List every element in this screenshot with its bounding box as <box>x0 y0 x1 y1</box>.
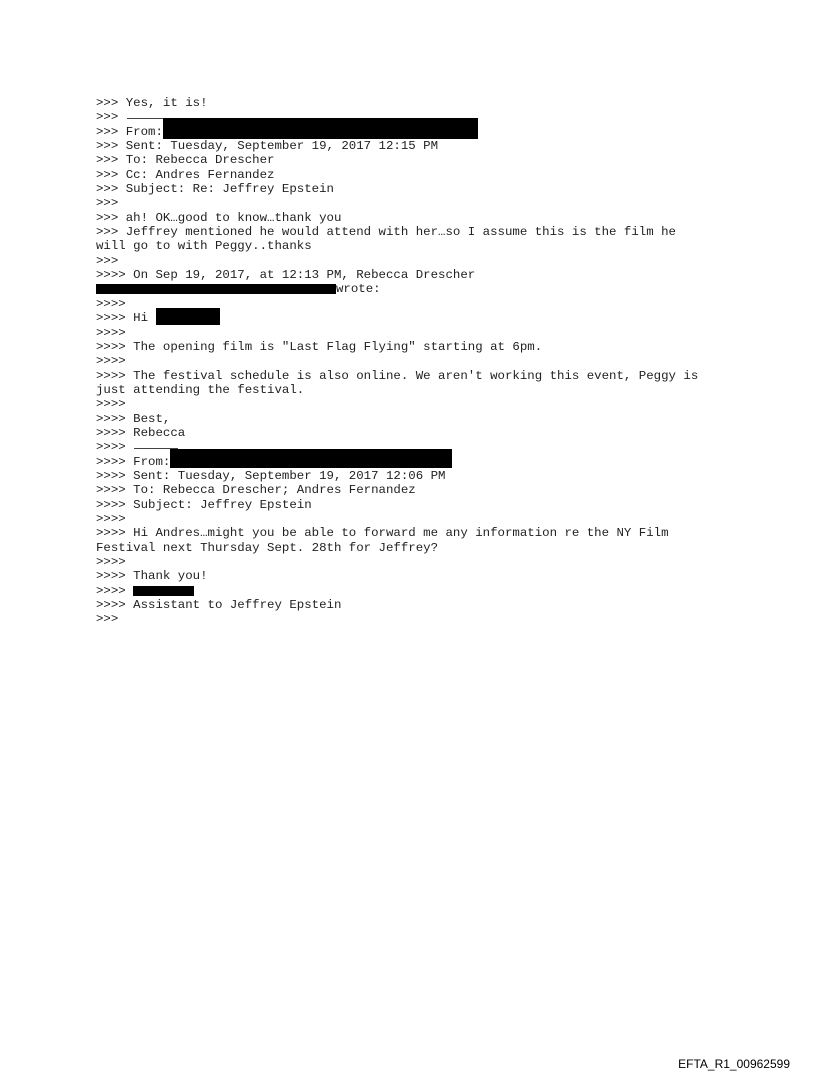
email-line: will go to with Peggy..thanks <box>96 239 312 254</box>
email-line: >>>> Hi Andres…might you be able to forward me any information re the NY Film <box>96 526 669 541</box>
email-line: >>>> Hi <box>96 311 746 325</box>
email-line: >>> Cc: Andres Fernandez <box>96 167 275 182</box>
email-line: >>> <box>96 612 119 627</box>
email-line: >>>> Assistant to Jeffrey Epstein <box>96 598 342 613</box>
email-line: >>>> Best, <box>96 411 171 426</box>
separator-rule <box>127 118 167 119</box>
redaction-box <box>163 118 478 139</box>
email-line: >>>> <box>96 397 126 412</box>
email-line: >>>> On Sep 19, 2017, at 12:13 PM, Rebecca Drescher <box>96 268 476 283</box>
email-line: >>>> From: <box>96 455 746 469</box>
email-line: >>>> <box>96 325 126 340</box>
email-line: just attending the festival. <box>96 382 305 397</box>
email-line: >>> To: Rebecca Drescher <box>96 153 275 168</box>
redaction-box <box>96 284 336 294</box>
email-line: >>> Yes, it is! <box>96 96 208 110</box>
email-line: >>> <box>96 253 119 268</box>
email-line: >>> From: <box>96 125 746 139</box>
email-line: >>>> <box>96 354 126 369</box>
email-line: >>>> Thank you! <box>96 569 208 584</box>
email-line: >>> ah! OK…good to know…thank you <box>96 210 342 225</box>
email-line: >>>> Subject: Jeffrey Epstein <box>96 497 312 512</box>
redaction-box <box>170 449 452 468</box>
email-line: >>> <box>96 196 119 211</box>
email-line: >>> <box>96 110 746 124</box>
email-line: >>>> Sent: Tuesday, September 19, 2017 12:06 PM <box>96 468 446 483</box>
email-line: >>> Jeffrey mentioned he would attend with her…so I assume this is the film he <box>96 225 676 240</box>
redaction-box <box>133 586 194 596</box>
email-line: >>>> The festival schedule is also online. We aren't working this event, Peggy is <box>96 368 699 383</box>
email-line: >>>> Rebecca <box>96 425 186 440</box>
redaction-box <box>156 308 220 325</box>
email-line: wrote: <box>96 282 746 296</box>
email-line: >>>> <box>96 296 126 311</box>
email-line: >>>> <box>96 555 126 569</box>
document-id-label: EFTA_R1_00962599 <box>678 1057 790 1071</box>
email-line: >>> Sent: Tuesday, September 19, 2017 12:15 PM <box>96 139 439 154</box>
email-line: >>>> <box>96 511 126 526</box>
email-line: >>> Subject: Re: Jeffrey Epstein <box>96 182 334 197</box>
email-thread <box>96 96 746 627</box>
email-line: >>>> <box>96 440 746 454</box>
email-line: >>>> <box>96 584 746 598</box>
email-line: >>>> The opening film is "Last Flag Flying" starting at 6pm. <box>96 339 543 354</box>
email-line: Festival next Thursday Sept. 28th for Jeffrey? <box>96 540 439 555</box>
email-line: >>>> To: Rebecca Drescher; Andres Fernandez <box>96 483 416 498</box>
